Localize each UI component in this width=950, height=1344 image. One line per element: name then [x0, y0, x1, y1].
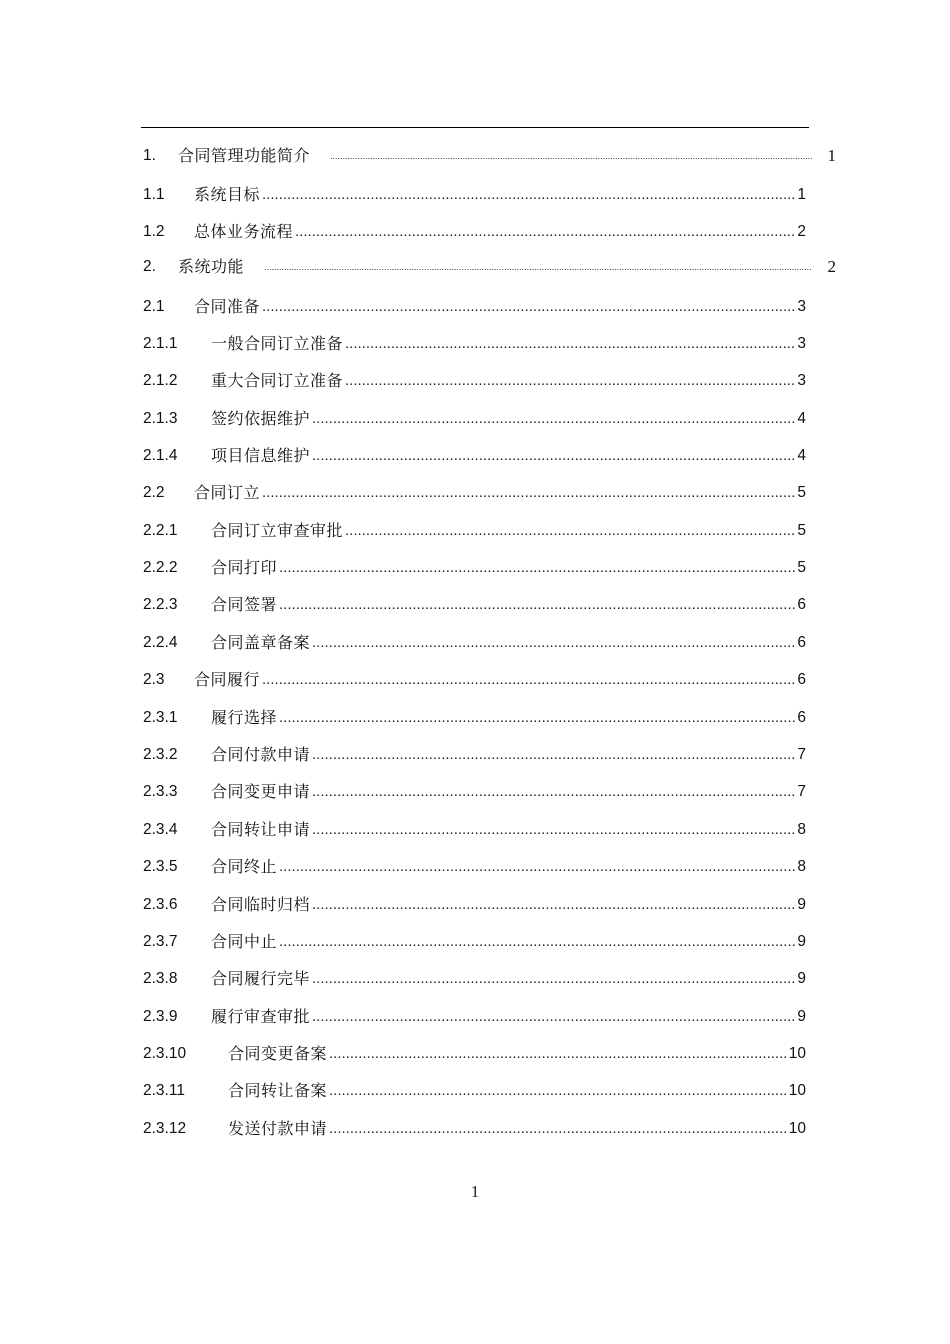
toc-entry-page: 8 — [797, 821, 806, 838]
toc-entry-page: 5 — [797, 559, 806, 576]
toc-entry-page: 2 — [797, 223, 806, 240]
toc-entry-page: 3 — [797, 298, 806, 315]
toc-entry[interactable] — [143, 1079, 806, 1103]
toc-dot-leader — [329, 1079, 788, 1103]
toc-dot-leader — [262, 668, 796, 692]
toc-entry-number: 2.1.3 — [143, 410, 178, 427]
toc-dot-leader — [264, 255, 811, 279]
toc-entry[interactable] — [143, 855, 806, 879]
toc-entry-title: 合同履行 — [194, 670, 261, 689]
toc-dot-leader — [279, 855, 796, 879]
toc-entry-title: 合同履行完毕 — [211, 969, 311, 988]
toc-entry-number: 2.1.1 — [143, 335, 178, 352]
toc-entry-title: 合同订立 — [194, 483, 261, 502]
toc-entry-page: 3 — [797, 372, 806, 389]
toc-entry[interactable] — [143, 220, 806, 244]
toc-entry-number: 2.3 — [143, 671, 165, 688]
toc-entry-title: 合同签署 — [211, 595, 278, 614]
toc-entry[interactable] — [143, 930, 806, 954]
toc-entry-page: 1 — [797, 186, 806, 203]
toc-entry-page: 10 — [788, 1045, 806, 1062]
toc-entry-number: 2. — [143, 258, 156, 275]
toc-entry-number: 2.3.12 — [143, 1120, 187, 1137]
toc-dot-leader — [329, 1042, 788, 1066]
toc-entry-number: 2.3.6 — [143, 896, 178, 913]
toc-dot-leader — [312, 893, 796, 917]
toc-entry-page: 5 — [797, 522, 806, 539]
toc-entry-title: 合同准备 — [194, 297, 261, 316]
toc-entry-title: 合同转让备案 — [228, 1081, 328, 1100]
toc-entry-page: 5 — [797, 484, 806, 501]
toc-entry-number: 2.3.8 — [143, 970, 178, 987]
toc-dot-leader — [312, 1005, 796, 1029]
toc-entry[interactable] — [143, 593, 806, 617]
toc-dot-leader — [312, 967, 796, 991]
toc-entry[interactable] — [143, 818, 806, 842]
toc-entry-number: 2.3.2 — [143, 746, 178, 763]
toc-entry[interactable] — [143, 1042, 806, 1066]
toc-entry-page: 7 — [797, 783, 806, 800]
toc-entry-title: 履行选择 — [211, 708, 278, 727]
toc-dot-leader — [312, 743, 796, 767]
toc-entry-page: 9 — [797, 970, 806, 987]
toc-dot-leader — [330, 144, 811, 168]
toc-entry-page: 8 — [797, 858, 806, 875]
toc-dot-leader — [345, 519, 796, 543]
toc-entry-page: 1 — [827, 146, 836, 165]
toc-dot-leader — [345, 369, 796, 393]
toc-dot-leader — [312, 631, 796, 655]
toc-entry-number: 2.3.10 — [143, 1045, 187, 1062]
toc-entry-page: 10 — [788, 1082, 806, 1099]
toc-entry[interactable] — [143, 668, 806, 692]
toc-entry[interactable] — [143, 369, 806, 393]
toc-entry-page: 4 — [797, 447, 806, 464]
toc-entry[interactable] — [143, 743, 806, 767]
toc-entry-title: 合同变更申请 — [211, 782, 311, 801]
toc-entry-title: 发送付款申请 — [228, 1119, 328, 1138]
toc-entry[interactable] — [143, 631, 806, 655]
toc-entry[interactable] — [143, 444, 806, 468]
toc-entry-title: 合同变更备案 — [228, 1044, 328, 1063]
toc-entry[interactable] — [143, 481, 806, 505]
toc-dot-leader — [279, 706, 796, 730]
toc-entry-number: 2.2 — [143, 484, 165, 501]
toc-entry[interactable] — [143, 519, 806, 543]
toc-entry[interactable] — [143, 255, 836, 279]
toc-entry-title: 一般合同订立准备 — [211, 334, 344, 353]
toc-entry-page: 6 — [797, 671, 806, 688]
toc-dot-leader — [329, 1117, 788, 1141]
toc-entry-title: 履行审查审批 — [211, 1007, 311, 1026]
toc-entry-page: 6 — [797, 634, 806, 651]
toc-entry-title: 合同盖章备案 — [211, 633, 311, 652]
toc-entry[interactable] — [143, 893, 806, 917]
toc-dot-leader — [312, 780, 796, 804]
toc-entry-page: 3 — [797, 335, 806, 352]
toc-entry-page: 6 — [797, 709, 806, 726]
toc-dot-leader — [279, 930, 796, 954]
toc-entry-number: 2.2.4 — [143, 634, 178, 651]
toc-entry[interactable] — [143, 967, 806, 991]
toc-entry-number: 2.3.3 — [143, 783, 178, 800]
toc-entry-title: 签约依据维护 — [211, 409, 311, 428]
toc-entry-title: 合同打印 — [211, 558, 278, 577]
toc-entry-number: 2.3.7 — [143, 933, 178, 950]
toc-entry[interactable] — [143, 332, 806, 356]
toc-entry-number: 2.3.11 — [143, 1082, 185, 1099]
toc-entry-number: 2.2.1 — [143, 522, 178, 539]
toc-entry-number: 2.2.2 — [143, 559, 178, 576]
toc-entry-title: 合同管理功能简介 — [178, 146, 311, 165]
toc-entry-page: 7 — [797, 746, 806, 763]
toc-entry-page: 4 — [797, 410, 806, 427]
toc-entry-number: 2.2.3 — [143, 596, 178, 613]
toc-entry[interactable] — [143, 295, 806, 319]
toc-entry[interactable] — [143, 706, 806, 730]
toc-entry-page: 10 — [788, 1120, 806, 1137]
toc-dot-leader — [312, 818, 796, 842]
toc-entry-title: 合同中止 — [211, 932, 278, 951]
toc-dot-leader — [262, 183, 796, 207]
toc-entry-title: 合同付款申请 — [211, 745, 311, 764]
page-number: 1 — [470, 1182, 480, 1201]
toc-entry-number: 2.3.4 — [143, 821, 178, 838]
toc-entry-title: 系统功能 — [178, 257, 245, 276]
toc-entry[interactable] — [143, 407, 806, 431]
toc-entry[interactable] — [143, 144, 836, 168]
toc-dot-leader — [262, 295, 796, 319]
toc-entry-title: 合同临时归档 — [211, 895, 311, 914]
toc-entry-number: 2.1.4 — [143, 447, 178, 464]
toc-entry-number: 2.3.5 — [143, 858, 178, 875]
toc-entry[interactable] — [143, 1117, 806, 1141]
toc-dot-leader — [279, 593, 796, 617]
toc-entry-title: 合同订立审查审批 — [211, 521, 344, 540]
toc-entry-number: 2.3.9 — [143, 1008, 178, 1025]
toc-entry-title: 系统目标 — [194, 185, 261, 204]
toc-dot-leader — [279, 556, 796, 580]
toc-entry-number: 2.3.1 — [143, 709, 178, 726]
toc-dot-leader — [345, 332, 796, 356]
toc-entry[interactable] — [143, 1005, 806, 1029]
toc-entry-title: 合同终止 — [211, 857, 278, 876]
toc-entry-page: 9 — [797, 896, 806, 913]
top-rule — [141, 127, 809, 128]
toc-dot-leader — [262, 481, 796, 505]
toc-entry-number: 2.1 — [143, 298, 165, 315]
toc-dot-leader — [295, 220, 796, 244]
toc-entry[interactable] — [143, 780, 806, 804]
toc-entry[interactable] — [143, 556, 806, 580]
toc-entry-number: 1. — [143, 147, 156, 164]
toc-entry[interactable] — [143, 183, 806, 207]
toc-entry-title: 合同转让申请 — [211, 820, 311, 839]
toc-entry-page: 9 — [797, 1008, 806, 1025]
toc-entry-title: 总体业务流程 — [194, 222, 294, 241]
toc-entry-page: 2 — [827, 257, 836, 276]
toc-entry-number: 1.2 — [143, 223, 165, 240]
toc-entry-page: 6 — [797, 596, 806, 613]
toc-entry-number: 2.1.2 — [143, 372, 178, 389]
toc-dot-leader — [312, 407, 796, 431]
toc-entry-page: 9 — [797, 933, 806, 950]
toc-entry-number: 1.1 — [143, 186, 165, 203]
toc-dot-leader — [312, 444, 796, 468]
toc-entry-title: 项目信息维护 — [211, 446, 311, 465]
toc-entry-title: 重大合同订立准备 — [211, 371, 344, 390]
